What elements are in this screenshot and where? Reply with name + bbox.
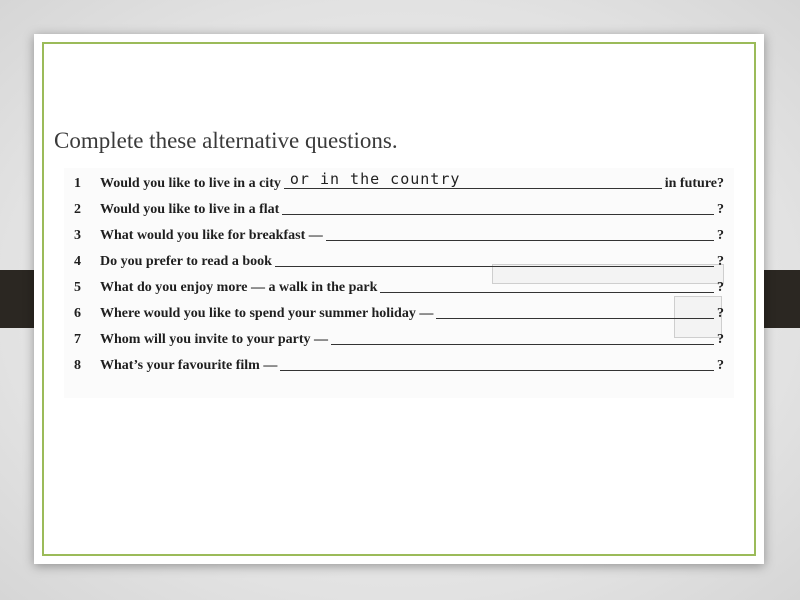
- question-ending: ?: [717, 280, 724, 295]
- slide-title: Complete these alternative questions.: [54, 128, 398, 153]
- question-text: Where would you like to spend your summer holiday —: [100, 306, 434, 321]
- slide: [34, 34, 764, 564]
- question-number: 6: [74, 306, 81, 321]
- question-row: [74, 196, 724, 218]
- answer-blank[interactable]: [436, 318, 714, 319]
- answer-blank[interactable]: [280, 370, 714, 371]
- question-number: 7: [74, 332, 81, 347]
- handwritten-answer: or in the country: [289, 170, 461, 188]
- question-row: [74, 170, 724, 192]
- question-row: [74, 300, 724, 322]
- question-text: Whom will you invite to your party —: [100, 332, 329, 347]
- question-text: Would you like to live in a city: [100, 176, 281, 191]
- question-number: 2: [74, 202, 81, 217]
- question-ending: ?: [717, 358, 724, 373]
- question-ending: ?: [717, 202, 724, 217]
- question-ending: in future?: [664, 176, 724, 191]
- answer-blank[interactable]: [331, 344, 714, 345]
- answer-blank[interactable]: [275, 266, 714, 267]
- question-ending: ?: [717, 228, 724, 243]
- question-number: 3: [74, 228, 81, 243]
- question-row: [74, 274, 724, 296]
- question-row: [74, 326, 724, 348]
- question-text: What’s your favourite film —: [100, 358, 278, 373]
- question-text: What do you enjoy more — a walk in the park: [100, 280, 378, 295]
- question-text: Would you like to live in a flat: [100, 202, 280, 217]
- question-ending: ?: [717, 332, 724, 347]
- question-number: 5: [74, 280, 81, 295]
- question-text: Do you prefer to read a book: [100, 254, 272, 269]
- question-number: 4: [74, 254, 81, 269]
- question-number: 8: [74, 358, 81, 373]
- question-number: 1: [74, 176, 81, 191]
- question-ending: ?: [717, 254, 724, 269]
- answer-blank[interactable]: [380, 292, 714, 293]
- question-row: [74, 352, 724, 374]
- answer-blank[interactable]: [326, 240, 714, 241]
- question-row: [74, 222, 724, 244]
- question-text: What would you like for breakfast —: [100, 228, 323, 243]
- question-ending: ?: [717, 306, 724, 321]
- worksheet-scan: [64, 168, 734, 398]
- answer-blank[interactable]: [282, 214, 714, 215]
- question-row: [74, 248, 724, 270]
- answer-blank[interactable]: [284, 170, 662, 189]
